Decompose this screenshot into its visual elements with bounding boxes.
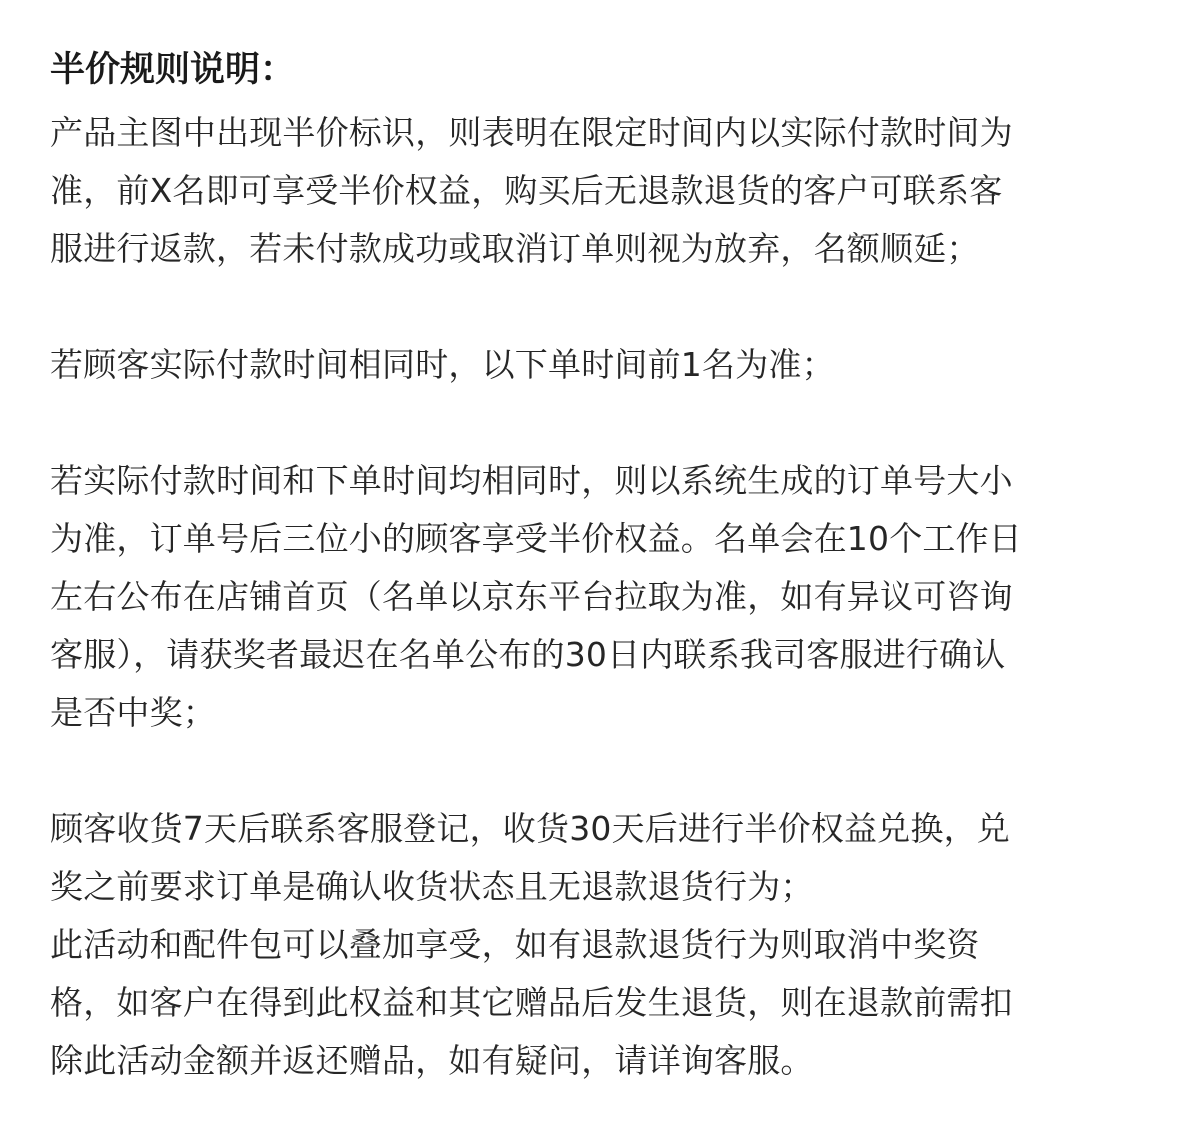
paragraph-line: 为准，订单号后三位小的顾客享受半价权益。名单会在10个工作日 [50,519,1022,558]
page-title: 半价规则说明： [50,50,296,90]
paragraph-line: 左右公布在店铺首页（名单以京东平台拉取为准，如有异议可咨询 [50,577,1013,616]
paragraph-line: 此活动和配件包可以叠加享受，如有退款退货行为则取消中奖资 [50,925,980,964]
paragraph-spacer [50,394,1160,452]
paragraph-order-number-rule [50,452,1160,742]
paragraph-line: 是否中奖； [50,693,216,732]
paragraph-line: 服进行返款，若未付款成功或取消订单则视为放弃，名额顺延； [50,229,980,268]
paragraph-redemption-rule [50,800,1160,916]
paragraph-line: 奖之前要求订单是确认收货状态且无退款退货行为； [50,867,814,906]
paragraph-spacer [50,742,1160,800]
paragraph-line: 若实际付款时间和下单时间均相同时，则以系统生成的订单号大小 [50,461,1013,500]
paragraph-same-payment-time [50,336,1160,394]
paragraph-line: 准，前X名即可享受半价权益，购买后无退款退货的客户可联系客 [50,171,1003,210]
paragraph-line: 若顾客实际付款时间相同时，以下单时间前1名为准； [50,345,835,384]
paragraph-line: 客服），请获奖者最迟在名单公布的30日内联系我司客服进行确认 [50,635,1006,674]
paragraph-spacer [50,278,1160,336]
paragraph-stacking-rule [50,916,1160,1090]
paragraph-line: 产品主图中出现半价标识，则表明在限定时间内以实际付款时间为 [50,113,1013,152]
paragraph-line: 格，如客户在得到此权益和其它赠品后发生退货，则在退款前需扣 [50,983,1013,1022]
paragraph-line: 除此活动金额并返还赠品，如有疑问，请详询客服。 [50,1041,814,1080]
paragraph-line: 顾客收货7天后联系客服登记，收货30天后进行半价权益兑换，兑 [50,809,1010,848]
paragraph-half-price-rule [50,104,1160,278]
rules-document [50,44,1160,1090]
